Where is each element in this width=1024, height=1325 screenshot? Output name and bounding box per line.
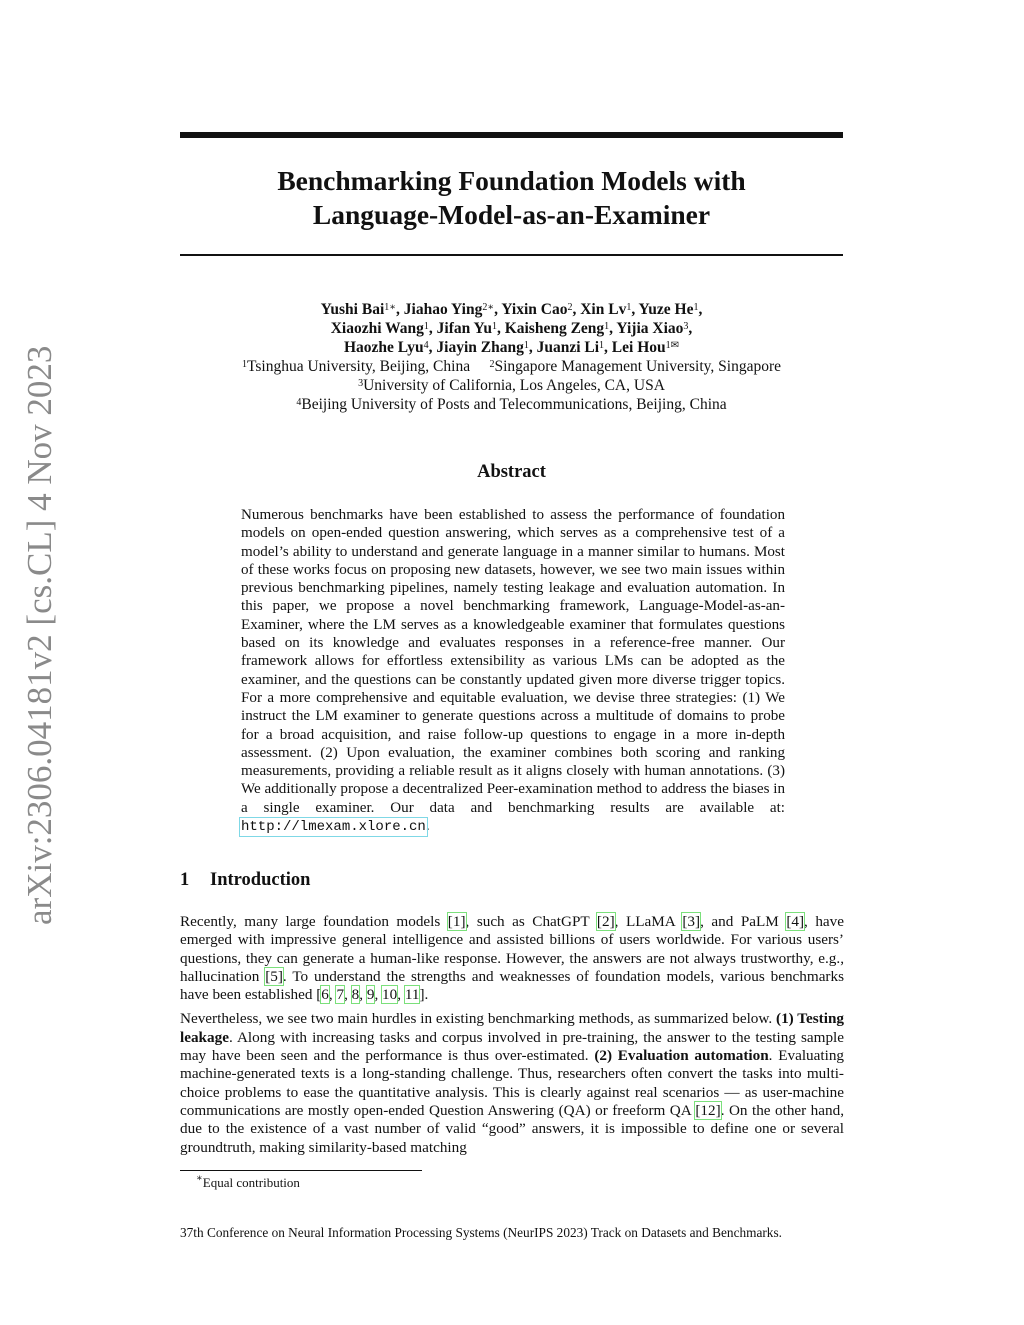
citation-link[interactable]: 10 — [382, 986, 398, 1004]
author: Jiahao Ying — [403, 301, 483, 318]
title-bottom-rule — [180, 254, 843, 256]
affiliation: Singapore Management University, Singapore — [494, 358, 781, 375]
affiliation: Tsinghua University, Beijing, China — [247, 358, 471, 375]
citation-link[interactable]: 11 — [404, 986, 420, 1004]
abstract-heading: Abstract — [477, 462, 546, 482]
affiliation-line-3: $^4$Beijing University of Posts and Telecommunications, Beijing, China — [296, 396, 727, 413]
citation-link[interactable]: 8 — [351, 986, 360, 1004]
title-line-2: Language-Model-as-an-Examiner — [312, 199, 711, 230]
citation-link[interactable]: [4] — [786, 913, 805, 930]
bold-term: (2) Evaluation automation — [594, 1047, 769, 1065]
footnote-text: Equal contribution — [202, 1175, 300, 1190]
affiliation: University of California, Los Angeles, CA, USA — [363, 377, 665, 394]
intro-paragraph-2: Nevertheless, we see two main hurdles in existing benchmarking methods, as summarized below. (1) Testing leakage. Along with increasing tasks and corpus involved in pre-training, the answer to the testing sample may have been seen and the performance is thus over-estimated. (2) Evaluation automation. Evaluating machine-generated texts is a long-standing challenge. Thus, researchers often convert the tasks into multi-choice problems to ease the quantitative analysis. This is clearly against real scenarios — as user-machine communications are mostly open-ended Question Answering (QA) or freeform QA [12]. On the other hand, due to the existence of a vast number of valid “good” answers, it is impossible to define one or several groundtruth, making similarity-based matching — [180, 1010, 845, 1156]
affiliation: Beijing University of Posts and Telecommunications, Beijing, China — [301, 396, 727, 413]
citation-link[interactable]: [5] — [265, 967, 283, 985]
citation-link[interactable]: 6 — [321, 986, 329, 1004]
author: Yixin Cao — [501, 301, 568, 318]
author: Haozhe Lyu — [343, 339, 424, 356]
section-title: Introduction — [210, 870, 311, 890]
author: Yijia Xiao — [616, 320, 684, 337]
author: Xiaozhi Wang — [330, 320, 424, 337]
author-line-2: Xiaozhi Wang$^1$, Jifan Yu$^1$, Kaisheng Zeng$^1$, Yijia Xiao$^3$, — [330, 320, 693, 337]
intro-paragraph-1: Recently, many large foundation models [1], such as ChatGPT [2], LLaMA [3], and PaLM [4], have emerged with impressive general intelligence and assisted billions of users worldwide. For various users’ questions, they can generate a human-like response. However, the answers are not always trustworthy, e.g., hallucination [5]. To understand the strengths and weaknesses of foundation models, various benchmarks have been established [6, 7, 8, 9, 10, 11]. — [180, 913, 845, 1004]
author: Jifan Yu — [436, 320, 492, 337]
author-line-3: Haozhe Lyu$^4$, Jiayin Zhang$^1$, Juanzi Li$^1$, Lei Hou$^{1✉}$ — [343, 339, 680, 356]
abstract-body: Numerous benchmarks have been established to assess the performance of foundation models on open-ended question answering, which serves as a comprehensive test of a model’s ability to understand and generate language in a manner similar to humans. Most of these works focus on proposing new datasets, however, we see two main issues within previous benchmarking pipelines, namely testing leakage and evaluation automation. In this paper, we propose a novel benchmarking framework, Language-Model-as-an-Examiner, where the LM serves as a knowledgeable examiner that formulates questions based on its knowledge and evaluates responses in a reference-free manner. Our framework allows for effortless extensibility as various LMs can be adopted as the examiner, and the questions can be constantly updated given more diverse trigger topics. For a more comprehensive and equitable evaluation, we devise three strategies: (1) We instruct the LM examiner to generate questions across a multitude of domains to probe for a broad acquisition, and raise follow-up questions to engage in a more in-depth assessment. (2) Upon evaluation, the examiner combines both scoring and ranking measurements, providing a reliable result as it aligns closely with human annotations. (3) We additionally propose a decentralized Peer-examination method to address the biases in a single examiner. Our data and benchmarking results are available at: — [241, 507, 785, 816]
affiliation-line-1: $^1$Tsinghua University, Beijing, China $^2$Singapore Management University, Singapore — [242, 358, 781, 375]
author: Jiayin Zhang — [436, 339, 524, 356]
citation-link[interactable]: 7 — [336, 986, 345, 1004]
citation-link[interactable]: 9 — [366, 986, 375, 1004]
citation-link[interactable]: [1] — [447, 913, 466, 930]
bold-term: (1) Testing leakage — [180, 1010, 844, 1046]
section-number: 1 — [180, 870, 190, 890]
arxiv-identifier: arXiv:2306.04181v2 [cs.CL] 4 Nov 2023 — [20, 345, 59, 925]
author: Yuze He — [638, 301, 694, 318]
section-heading — [180, 870, 310, 891]
footnote — [196, 1175, 300, 1191]
author: Kaisheng Zeng — [504, 320, 605, 337]
citation-link[interactable]: [3] — [682, 913, 701, 930]
author-line-1: Yushi Bai$^{1∗}$, Jiahao Ying$^{2∗}$, Yixin Cao$^2$, Xin Lv$^1$, Yuze He$^1$, — [320, 301, 703, 318]
abstract-text: Numerous benchmarks have been established to assess the performance of foundation models on open-ended question answering, which serves as a comprehensive test of a model’s ability to understand and generate language in a manner similar to humans. Most of these works focus on proposing new datasets, however, we see two main issues within previous benchmarking pipelines, namely testing leakage and evaluation automation. In this paper, we propose a novel benchmarking framework, Language-Model-as-an-Examiner, where the LM serves as a knowledgeable examiner that formulates questions based on its knowledge and evaluates responses in a reference-free manner. Our framework allows for effortless extensibility as various LMs can be adopted as the examiner, and the questions can be constantly updated given more diverse trigger topics. For a more comprehensive and equitable evaluation, we devise three strategies: (1) We instruct the LM examiner to generate questions across a multitude of domains to probe for a broad acquisition, and raise follow-up questions to engage in a more in-depth assessment. (2) Upon evaluation, the examiner combines both scoring and ranking measurements, providing a reliable result as it aligns closely with human annotations. (3) We additionally propose a decentralized Peer-examination method to address the biases in a single examiner. Our data and benchmarking results are available at: http://lmexam.xlore.cn. — [241, 507, 785, 836]
citation-link[interactable]: [12] — [695, 1101, 721, 1119]
author: Juanzi Li — [536, 339, 600, 356]
author-block — [180, 300, 843, 414]
author: Lei Hou — [611, 339, 666, 356]
introduction-body — [180, 913, 844, 1163]
affiliation-line-2: $^3$University of California, Los Angeles, CA, USA — [358, 377, 665, 394]
title-top-rule — [180, 132, 843, 138]
title-line-1: Benchmarking Foundation Models with — [277, 165, 746, 196]
footnote-rule — [180, 1170, 422, 1171]
author: Xin Lv — [580, 301, 627, 318]
project-link[interactable]: http://lmexam.xlore.cn — [241, 819, 426, 836]
paper-title — [180, 164, 843, 232]
author: Yushi Bai — [320, 301, 385, 318]
citation-link[interactable]: [2] — [596, 913, 615, 930]
venue-footer: 37th Conference on Neural Information Processing Systems (NeurIPS 2023) Track on Datasets and Benchmarks. — [180, 1225, 782, 1240]
footnote-mark: ∗ — [196, 1173, 203, 1184]
